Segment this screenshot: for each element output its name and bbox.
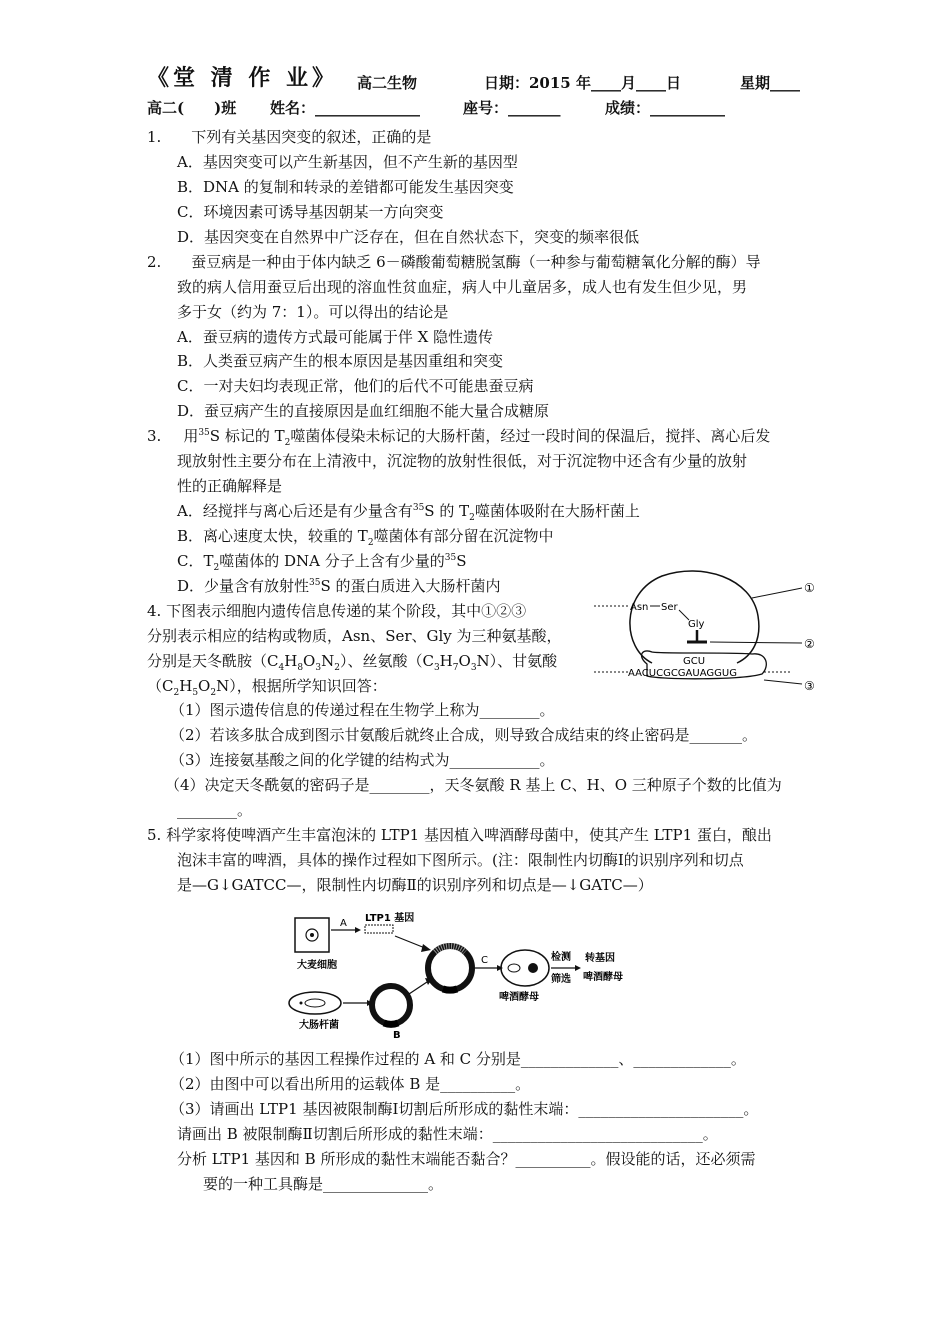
- q4-stem-line3: 分别是天冬酰胺$(C_4H_8O_3N_2)$、丝氨酸$(C_3H_7O_3N)$、甘氨酸: [147, 652, 558, 673]
- q5-stem-line3: 是—G↓GATCC—，限制性内切酶Ⅱ的识别序列和切点是—↓GATC—）: [177, 876, 653, 894]
- q5-sub3-line2: 请画出 B 被限制酶Ⅱ切割后所形成的黏性末端：____________________________。: [177, 1125, 718, 1143]
- arrow-b-to-recombinant: [409, 982, 427, 994]
- q2-stem-line3: 多于女（约为 7：1）。可以得出的结论是: [177, 303, 449, 321]
- q1-option-b: B．DNA 的复制和转录的差错都可能发生基因突变: [177, 178, 514, 196]
- label-1: ①: [804, 581, 815, 595]
- q4-sub2: （2）若该多肽合成到图示甘氨酸后就终止合成，则导致合成结束的终止密码是_______。: [170, 726, 758, 744]
- q5-sub3-line4: 要的一种工具酶是______________。: [203, 1175, 444, 1193]
- q5-sub3-line3: 分析 LTP1 基因和 B 所形成的黏性末端能否黏合？__________。假设能的话，还必须需: [177, 1150, 756, 1168]
- subject-label: 高二生物: [357, 74, 418, 92]
- plasmid-b: [372, 986, 410, 1024]
- q4-sub4-line1: （4）决定天冬酰氨的密码子是________，天冬氨酸 R 基上 C、H、O 三种原子个数的比值为: [165, 776, 782, 794]
- q2-stem-line1: 2. 蚕豆病是一种由于体内缺乏 6－磷酸葡萄糖脱氢酶（一种参与葡萄糖氧化分解的酶）导: [147, 253, 761, 271]
- q3-option-c: C．$T_2$噬菌体的 DNA 分子上含有少量的$^{35}$S: [177, 552, 467, 573]
- q1-option-d: D．基因突变在自然界中广泛存在，但在自然状态下，突变的频率很低: [177, 228, 640, 246]
- q2-stem-line2: 致的病人信用蚕豆后出现的溶血性贫血症，病人中儿童居多，成人也有发生但少见，男: [177, 278, 748, 296]
- ser-label: Ser: [661, 602, 678, 613]
- arrow-to-recombinant: [395, 936, 425, 948]
- weekday-field[interactable]: 星期____: [740, 74, 801, 92]
- mrna-sequence: AACUCGCGAUAGGUG: [628, 668, 737, 679]
- translation-diagram: [592, 568, 832, 696]
- screen-label: 筛选: [551, 974, 571, 985]
- genetic-engineering-diagram: [285, 908, 645, 1043]
- result-label-1: 转基因: [585, 953, 615, 964]
- label-3: ③: [804, 679, 815, 693]
- q2-option-d: D．蚕豆病产生的直接原因是血红细胞不能大量合成糖原: [177, 402, 550, 420]
- asn-label: Asn: [630, 602, 649, 613]
- q1-option-a: A．基因突变可以产生新基因，但不产生新的基因型: [177, 153, 518, 171]
- q3-option-a: A．经搅拌与离心后还是有少量含有$^{35}$S 的 $T_2$噬菌体吸附在大肠杆菌上: [177, 502, 640, 523]
- q4-sub3: （3）连接氨基酸之间的化学键的结构式为____________。: [170, 751, 555, 769]
- q4-stem-line4: $(C_2H_5O_2N)$，根据所学知识回答：: [147, 677, 387, 698]
- q4-stem-line1: 4. 下图表示细胞内遗传信息传递的某个阶段，其中①②③: [147, 602, 527, 620]
- q4-sub1: （1）图示遗传信息的传递过程在生物学上称为________。: [170, 701, 555, 719]
- q4-sub4-line2: ________。: [177, 801, 253, 819]
- pointer-line-3: [764, 680, 802, 684]
- pointer-line-2: [710, 642, 802, 643]
- q1-stem: 1. 下列有关基因突变的叙述，正确的是: [147, 128, 432, 146]
- pointer-line-1: [752, 588, 802, 598]
- label-a: A: [340, 918, 347, 929]
- q2-option-b: B．人类蚕豆病产生的根本原因是基因重组和突变: [177, 352, 504, 370]
- q3-option-b: B．离心速度太快，较重的 $T_2$噬菌体有部分留在沉淀物中: [177, 527, 554, 548]
- barley-label: 大麦细胞: [297, 960, 337, 971]
- q3-stem-line1: 3. 用$^{35}$S 标记的 $T_2$噬菌体侵染未标记的大肠杆菌，经过一段时间的保温后，搅拌、离心后发: [147, 427, 771, 448]
- q3-option-d: D．少量含有放射性$^{35}$S 的蛋白质进入大肠杆菌内: [177, 577, 501, 595]
- q5-stem-line1: 5. 科学家将使啤酒产生丰富泡沫的 LTP1 基因植入啤酒酵母菌中，使其产生 LTP1 蛋白，酿出: [147, 826, 772, 844]
- ecoli-cell: [289, 992, 341, 1014]
- seat-field[interactable]: 座号：_______: [463, 99, 561, 117]
- label-2: ②: [804, 637, 815, 651]
- recombinant-plasmid: [428, 946, 472, 990]
- q5-sub3-line1: （3）请画出 LTP1 基因被限制酶Ⅰ切割后所形成的黏性末端：______________________。: [170, 1100, 759, 1118]
- q3-stem-line2: 现放射性主要分布在上清液中，沉淀物的放射性很低，对于沉淀物中还含有少量的放射: [177, 452, 748, 470]
- q3-stem-line3: 性的正确解释是: [177, 477, 283, 495]
- ltp1-gene: [365, 925, 393, 933]
- label-b: B: [393, 1030, 401, 1041]
- gly-label: Gly: [688, 619, 705, 630]
- q5-stem-line2: 泡沫丰富的啤酒，具体的操作过程如下图所示。(注：限制性内切酶Ⅰ的识别序列和切点: [177, 851, 744, 869]
- q5-sub2: （2）由图中可以看出所用的运载体 B 是__________。: [170, 1075, 531, 1093]
- ltp1-label: LTP1 基因: [365, 913, 415, 924]
- detect-label: 检测: [551, 952, 571, 963]
- yeast-label: 啤酒酵母: [499, 992, 539, 1003]
- q2-option-c: C．一对夫妇均表现正常，他们的后代不可能患蚕豆病: [177, 377, 534, 395]
- class-field[interactable]: 高二( )班: [147, 99, 237, 117]
- result-label-2: 啤酒酵母: [583, 972, 623, 983]
- worksheet-title: 《堂 清 作 业》: [147, 65, 338, 91]
- q1-option-c: C．环境因素可诱导基因朝某一方向突变: [177, 203, 444, 221]
- trna-outline: [630, 571, 759, 663]
- ecoli-label: 大肠杆菌: [299, 1020, 339, 1031]
- q4-stem-line2: 分别表示相应的结构或物质，Asn、Ser、Gly 为三种氨基酸，: [147, 627, 562, 645]
- q2-option-a: A．蚕豆病的遗传方式最可能属于伴 X 隐性遗传: [177, 328, 494, 346]
- name-field[interactable]: 姓名：______________: [270, 99, 421, 117]
- q5-sub1: （1）图中所示的基因工程操作过程的 A 和 C 分别是_____________、_____________。: [170, 1050, 746, 1068]
- label-c: C: [481, 955, 488, 966]
- anticodon-label: GCU: [683, 656, 706, 667]
- date-field[interactable]: 日期：2015 年____月____日: [484, 74, 681, 92]
- score-field[interactable]: 成绩：__________: [605, 99, 726, 117]
